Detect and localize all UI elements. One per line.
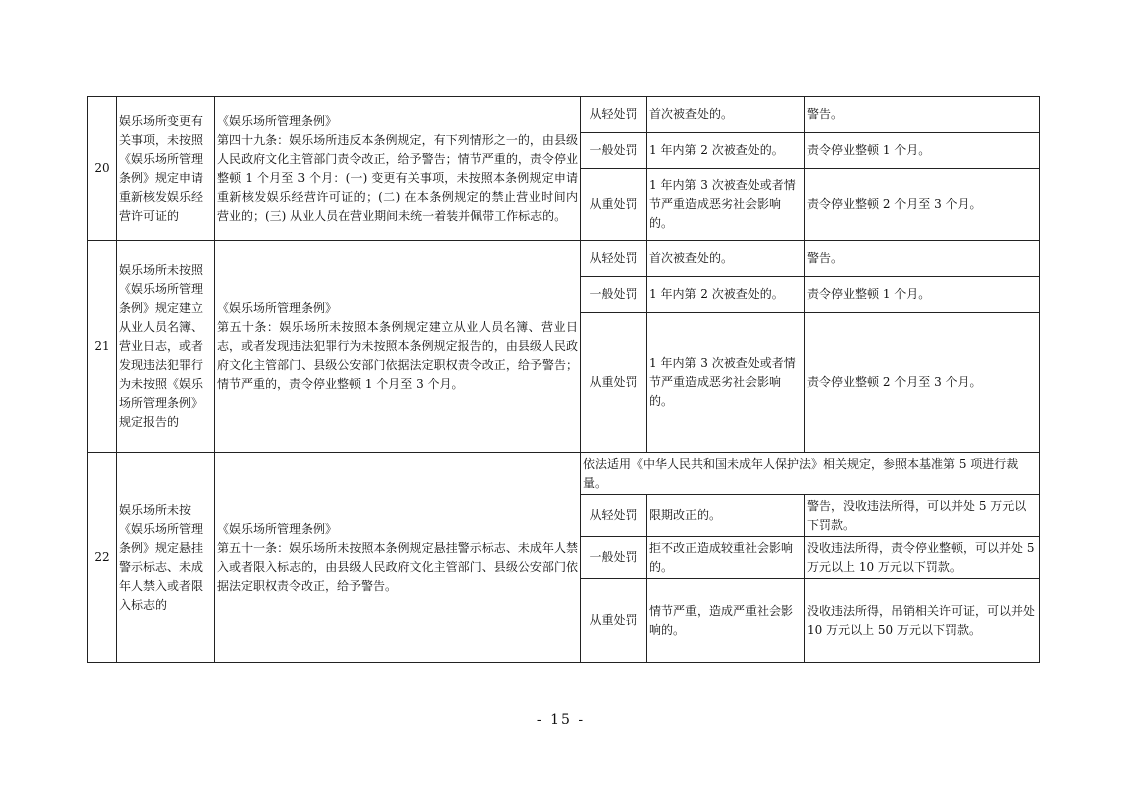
penalty-level: 一般处罚 [581,133,647,169]
law-title: 《娱乐场所管理条例》 [217,521,338,536]
row-number: 22 [88,453,117,663]
penalty: 责令停业整顿 1 个月。 [805,277,1040,313]
penalty-level: 从重处罚 [581,579,647,663]
penalty: 警告。 [805,97,1040,133]
penalty-standard-table [87,96,1040,663]
table-row [88,97,1040,133]
circumstance: 首次被查处的。 [647,97,805,133]
penalty-level: 从重处罚 [581,169,647,241]
penalty-level: 从轻处罚 [581,241,647,277]
violation-item: 娱乐场所未按照《娱乐场所管理条例》规定建立从业人员名簿、营业日志，或者发现违法犯罪行为未按照《娱乐场所管理条例》规定报告的 [117,241,215,453]
circumstance: 限期改正的。 [647,495,805,537]
penalty: 警告，没收违法所得，可以并处 5 万元以下罚款。 [805,495,1040,537]
applicable-law-note: 依法适用《中华人民共和国未成年人保护法》相关规定，参照本基准第 5 项进行裁量。 [581,453,1040,495]
circumstance: 首次被查处的。 [647,241,805,277]
penalty-level: 一般处罚 [581,537,647,579]
violation-item: 娱乐场所未按《娱乐场所管理条例》规定悬挂警示标志、未成年人禁入或者限入标志的 [117,453,215,663]
legal-basis [215,97,581,241]
circumstance: 拒不改正造成较重社会影响的。 [647,537,805,579]
circumstance: 1 年内第 3 次被查处或者情节严重造成恶劣社会影响的。 [647,169,805,241]
law-title: 《娱乐场所管理条例》 [217,113,338,128]
legal-basis [215,241,581,453]
circumstance: 1 年内第 2 次被查处的。 [647,277,805,313]
law-article: 第四十九条：娱乐场所违反本条例规定，有下列情形之一的，由县级人民政府文化主管部门责令改正，给予警告；情节严重的，责令停业整顿 1 个月至 3 个月：(一) 变更有关事项，未按照本条例规定申请重新核发娱乐经营许可证的；(二) 在本条例规定的禁止营业时间内营业的；(三) 从业人员在营业期间未统一着装并佩带工作标志的。 [217,132,578,223]
penalty: 没收违法所得，责令停业整顿，可以并处 5 万元以上 10 万元以下罚款。 [805,537,1040,579]
row-number: 20 [88,97,117,241]
legal-basis [215,453,581,663]
circumstance: 1 年内第 3 次被查处或者情节严重造成恶劣社会影响的。 [647,313,805,453]
table-row [88,241,1040,277]
penalty: 责令停业整顿 2 个月至 3 个月。 [805,169,1040,241]
circumstance: 1 年内第 2 次被查处的。 [647,133,805,169]
table-row [88,453,1040,495]
penalty-level: 从轻处罚 [581,97,647,133]
penalty: 没收违法所得，吊销相关许可证，可以并处 10 万元以上 50 万元以下罚款。 [805,579,1040,663]
law-article: 第五十一条：娱乐场所未按照本条例规定悬挂警示标志、未成年人禁入或者限入标志的，由县级人民政府文化主管部门、县级公安部门依据法定职权责令改正，给予警告。 [217,540,578,593]
penalty: 责令停业整顿 2 个月至 3 个月。 [805,313,1040,453]
page-number: - 15 - [536,712,586,728]
violation-item: 娱乐场所变更有关事项，未按照《娱乐场所管理条例》规定申请重新核发娱乐经营许可证的 [117,97,215,241]
penalty-level: 从重处罚 [581,313,647,453]
penalty-level: 一般处罚 [581,277,647,313]
row-number: 21 [88,241,117,453]
penalty: 警告。 [805,241,1040,277]
law-title: 《娱乐场所管理条例》 [217,301,338,315]
circumstance: 情节严重，造成严重社会影响的。 [647,579,805,663]
penalty: 责令停业整顿 1 个月。 [805,133,1040,169]
law-article: 第五十条：娱乐场所未按照本条例规定建立从业人员名簿、营业日志，或者发现违法犯罪行为未按照本条例规定报告的，由县级人民政府文化主管部门、县级公安部门依据法定职权责令改正，给予警告；情节严重的，责令停业整顿 1 个月至 3 个月。 [217,320,578,391]
penalty-level: 从轻处罚 [581,495,647,537]
